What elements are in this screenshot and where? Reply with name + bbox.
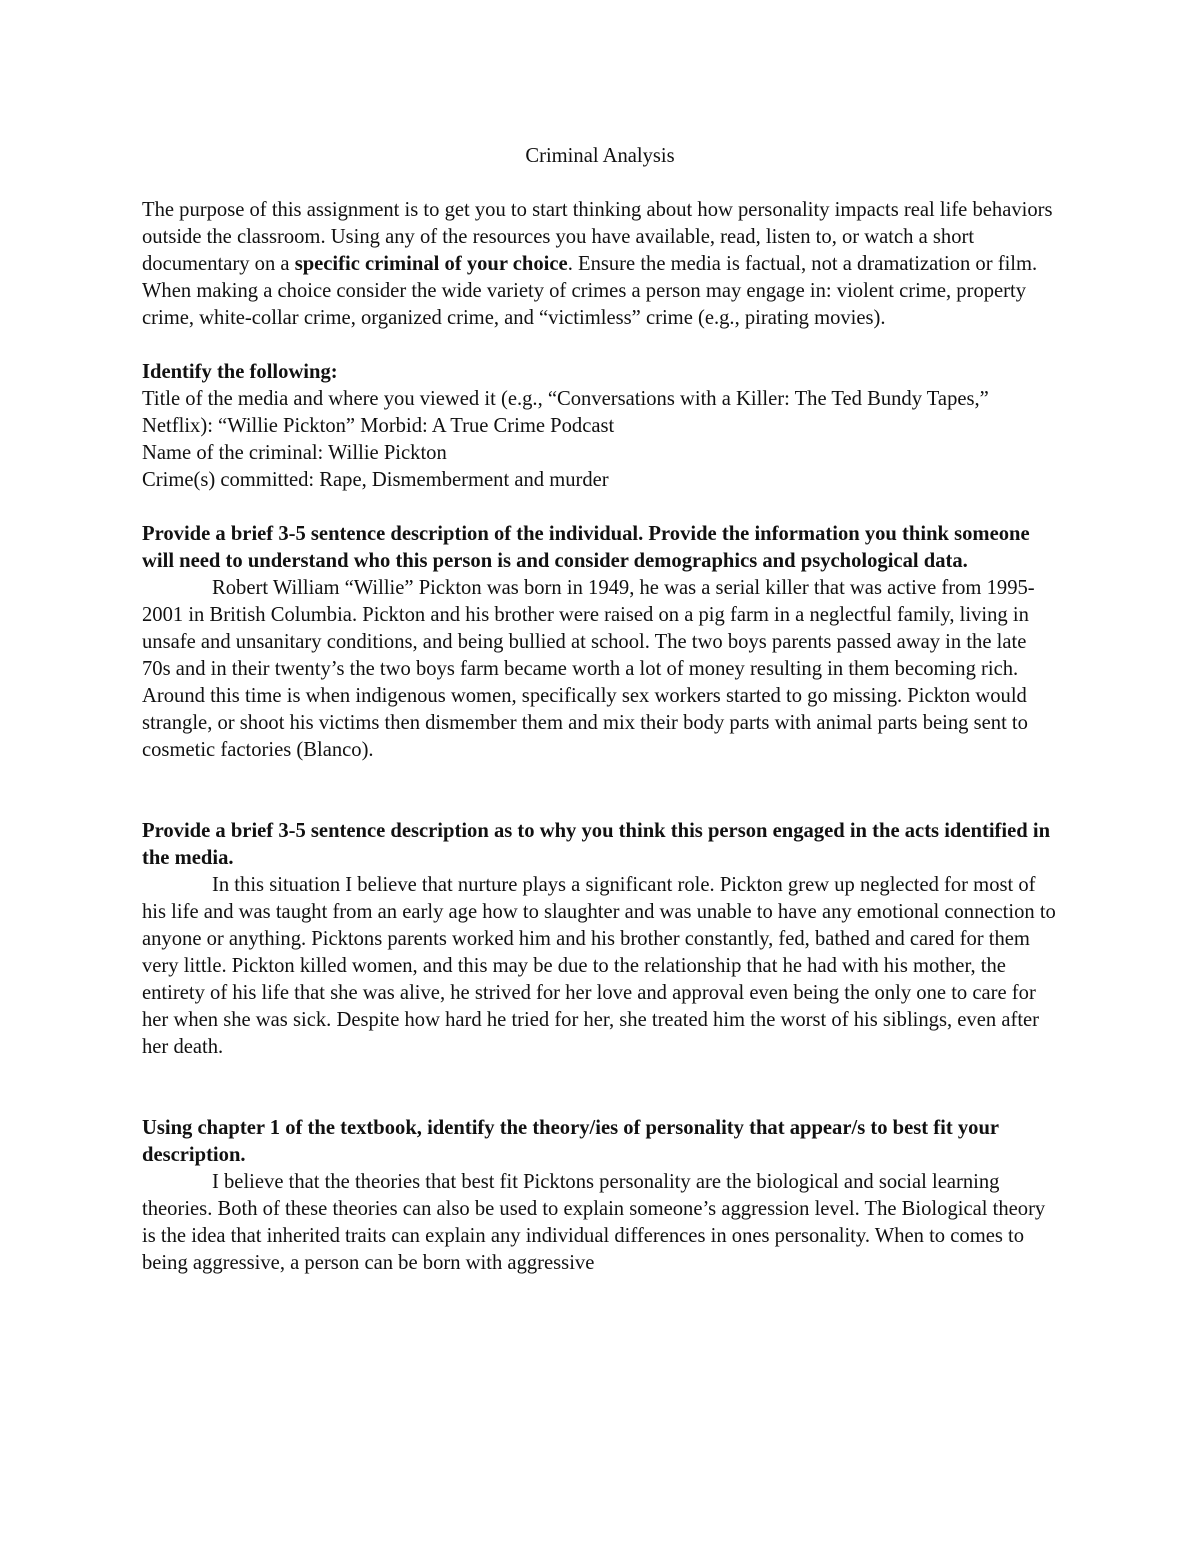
choice-paragraph: When making a choice consider the wide variety of crimes a person may engage in: violent crime, property crime, white-collar crime, organized crime, and “victimless” crime (e.g., pirating movies). [142, 280, 1027, 329]
criminal-name-line: Name of the criminal: Willie Pickton [142, 442, 447, 464]
intro-text-part2: . Ensure the media is factual, not a dramatization or film. [567, 253, 1038, 275]
section3-body: I believe that the theories that best fit Picktons personality are the biological and social learning theories. Both of these theories can also be used to explain someone’s aggression level. The Biological theory is the idea that inherited traits can explain any individual differences in ones personality. When to comes to being aggressive, a person can be born with aggressive [142, 1171, 1046, 1274]
intro-text-part1: The purpose of this assignment is to get you to start thinking about how personality impacts real life behaviors outside the classroom. Using any of the resources you have available, read, listen to, or watch a short documentary on a [142, 199, 1053, 275]
intro-paragraph [142, 197, 1058, 278]
section2-heading: Provide a brief 3-5 sentence description as to why you think this person engaged in the acts identified in the media. [142, 820, 1051, 869]
crimes-line: Crime(s) committed: Rape, Dismemberment and murder [142, 469, 609, 491]
section3-heading: Using chapter 1 of the textbook, identify the theory/ies of personality that appear/s to best fit your description. [142, 1117, 999, 1166]
section2-body: In this situation I believe that nurture plays a significant role. Pickton grew up neglected for most of his life and was taught from an early age how to slaughter and was unable to have any emotional connection to anyone or anything. Picktons parents worked him and his brother constantly, fed, bathed and cared for them very little. Pickton killed women, and this may be due to the relationship that he had with his mother, the entirety of his life that she was alive, he strived for her love and approval even being the only one to care for her when she was sick. Despite how hard he tried for her, she treated him the worst of his siblings, even after her death. [142, 874, 1056, 1058]
document-title: Criminal Analysis [525, 145, 675, 167]
intro-bold-phrase: specific criminal of your choice [294, 253, 568, 275]
section1-heading: Provide a brief 3-5 sentence description of the individual. Provide the information you think someone will need to understand who this person is and consider demographics and psychological data. [142, 523, 1030, 572]
identify-heading: Identify the following: [142, 361, 338, 383]
media-line: Title of the media and where you viewed it (e.g., “Conversations with a Killer: The Ted Bundy Tapes,” Netflix): “Willie Pickton” Morbid: A True Crime Podcast [142, 388, 989, 437]
spacer [142, 494, 1058, 521]
spacer [142, 764, 1058, 818]
spacer [142, 332, 1058, 359]
section1-body: Robert William “Willie” Pickton was born in 1949, he was a serial killer that was active from 1995-2001 in British Columbia. Pickton and his brother were raised on a pig farm in a neglectful family, living in unsafe and unsanitary conditions, and being bullied at school. The two boys parents passed away in the late 70s and in their twenty’s the two boys farm became worth a lot of money resulting in them becoming rich. Around this time is when indigenous women, specifically sex workers started to go missing. Pickton would strangle, or shoot his victims then dismember them and mix their body parts with animal parts being sent to cosmetic factories (Blanco). [142, 577, 1035, 761]
spacer [142, 1061, 1058, 1115]
